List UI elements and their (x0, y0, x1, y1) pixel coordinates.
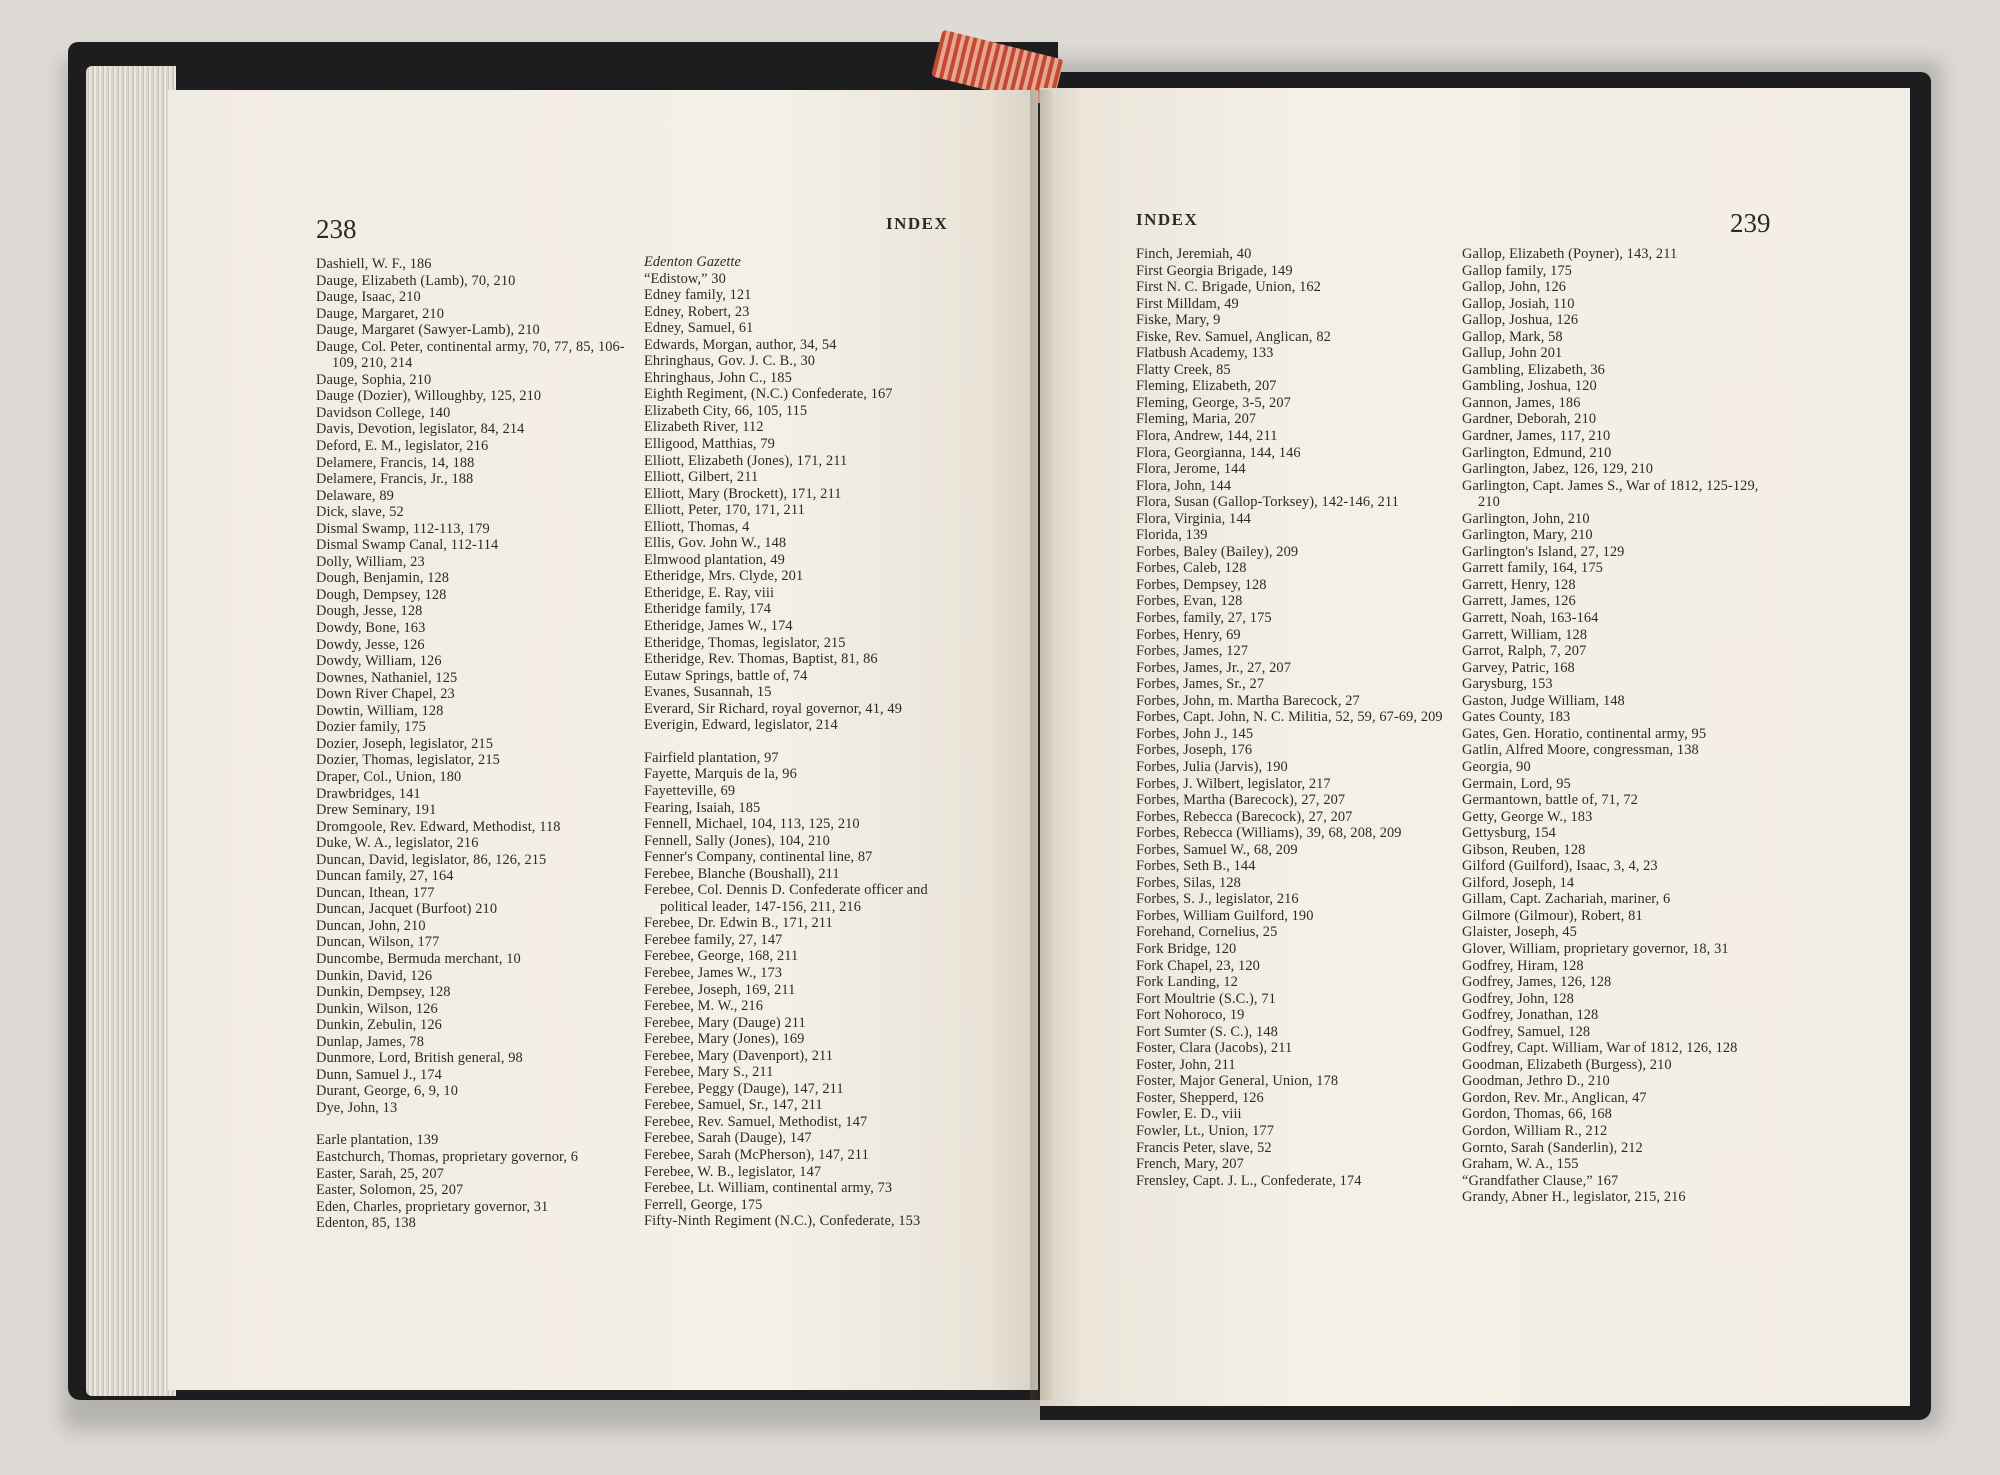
index-entry: Garrett, William, 128 (1462, 626, 1588, 643)
index-entry: Dowdy, William, 126 (316, 653, 442, 670)
index-entry: Fort Nohoroco, 19 (1136, 1007, 1245, 1024)
index-entry: Frensley, Capt. J. L., Confederate, 174 (1136, 1172, 1362, 1189)
index-entry: Ferebee, Col. Dennis D. Confederate officer and political leader, 147-156, 211, 216 (644, 882, 928, 915)
index-entry: Gardner, Deborah, 210 (1462, 411, 1597, 428)
section-gap (316, 1116, 634, 1132)
index-entry: Dauge, Sophia, 210 (316, 371, 432, 388)
index-entry: Fort Sumter (S. C.), 148 (1136, 1023, 1278, 1040)
index-entry: Garysburg, 153 (1462, 676, 1553, 693)
index-entry: Dauge, Elizabeth (Lamb), 70, 210 (316, 272, 516, 289)
index-entry: Dromgoole, Rev. Edward, Methodist, 118 (316, 818, 561, 835)
index-entry: Fork Landing, 12 (1136, 974, 1238, 991)
index-entry: Gallop, Mark, 58 (1462, 328, 1563, 345)
index-entry: Gallop, Josiah, 110 (1462, 295, 1575, 312)
index-entry: Ehringhaus, Gov. J. C. B., 30 (644, 353, 816, 370)
index-entry: Etheridge, James W., 174 (644, 618, 793, 635)
index-entry: “Edistow,” 30 (644, 270, 726, 287)
index-entry: Forbes, Martha (Barecock), 27, 207 (1136, 792, 1346, 809)
index-entry: French, Mary, 207 (1136, 1156, 1244, 1173)
index-entry: Gambling, Joshua, 120 (1462, 378, 1597, 395)
index-entry: Getty, George W., 183 (1462, 808, 1593, 825)
index-entry: Etheridge family, 174 (644, 601, 772, 618)
right-page (1040, 88, 1910, 1406)
page-edges (86, 66, 176, 1396)
index-entry: Flatty Creek, 85 (1136, 361, 1231, 378)
index-entry: Evanes, Susannah, 15 (644, 684, 772, 701)
index-entry: Goodman, Elizabeth (Burgess), 210 (1462, 1056, 1672, 1073)
index-entry: Elliott, Peter, 170, 171, 211 (644, 502, 805, 519)
index-entry: Dunlap, James, 78 (316, 1033, 425, 1050)
index-entry: Finch, Jeremiah, 40 (1136, 246, 1252, 262)
index-entry: Etheridge, Mrs. Clyde, 201 (644, 568, 804, 585)
index-entry: Ferebee, George, 168, 211 (644, 948, 799, 965)
index-entry: Durant, George, 6, 9, 10 (316, 1083, 459, 1100)
index-entry: Forbes, Dempsey, 128 (1136, 576, 1267, 593)
index-entry: Garvey, Patric, 168 (1462, 659, 1575, 676)
index-entry: Deford, E. M., legislator, 216 (316, 438, 489, 455)
index-column-left-2 (644, 254, 956, 1230)
index-entry: Ferebee, Mary (Jones), 169 (644, 1031, 805, 1048)
index-entry: Gallop, Joshua, 126 (1462, 312, 1579, 329)
index-entry: Drew Seminary, 191 (316, 802, 437, 819)
index-entry: Florida, 139 (1136, 527, 1208, 544)
index-entry: Ferebee family, 27, 147 (644, 931, 783, 948)
index-entry: Everard, Sir Richard, royal governor, 41, 49 (644, 700, 902, 717)
index-entry: Forbes, James, Jr., 27, 207 (1136, 659, 1291, 676)
index-entry: Forbes, Samuel W., 68, 209 (1136, 841, 1298, 858)
index-entry: Ferebee, Mary (Dauge) 211 (644, 1014, 806, 1031)
index-entry: Dowdy, Bone, 163 (316, 620, 426, 637)
index-entry: Dismal Swamp, 112-113, 179 (316, 520, 490, 537)
index-entry: Ferebee, Dr. Edwin B., 171, 211 (644, 915, 833, 932)
index-entry: Elligood, Matthias, 79 (644, 436, 775, 453)
index-entry: Gillam, Capt. Zachariah, mariner, 6 (1462, 891, 1671, 908)
index-entry: Forbes, James, 127 (1136, 643, 1249, 660)
index-entry: Gallop family, 175 (1462, 262, 1572, 279)
index-entry: Fairfield plantation, 97 (644, 749, 779, 766)
index-entry: Ferebee, Rev. Samuel, Methodist, 147 (644, 1113, 868, 1130)
index-entry: Forbes, Evan, 128 (1136, 593, 1243, 610)
index-entry: Forbes, Henry, 69 (1136, 626, 1241, 643)
index-entry: Down River Chapel, 23 (316, 686, 455, 703)
index-entry: Fifty-Ninth Regiment (N.C.), Confederate, 153 (644, 1213, 921, 1230)
index-entry: Ferebee, James W., 173 (644, 964, 783, 981)
index-entry: Goodman, Jethro D., 210 (1462, 1073, 1610, 1090)
index-entry: Eden, Charles, proprietary governor, 31 (316, 1198, 549, 1215)
index-entry: Forbes, Baley (Bailey), 209 (1136, 543, 1299, 560)
index-entry: Georgia, 90 (1462, 758, 1531, 775)
index-entry: Flora, Andrew, 144, 211 (1136, 428, 1278, 445)
index-entry: Etheridge, Thomas, legislator, 215 (644, 634, 846, 651)
index-entry: Elliott, Elizabeth (Jones), 171, 211 (644, 452, 848, 469)
index-entry: Fowler, Lt., Union, 177 (1136, 1122, 1275, 1139)
index-entry: Forbes, Rebecca (Barecock), 27, 207 (1136, 808, 1353, 825)
index-entry: Fearing, Isaiah, 185 (644, 799, 761, 816)
index-entry: Ferebee, Joseph, 169, 211 (644, 981, 796, 998)
index-entry: Fayetteville, 69 (644, 782, 736, 799)
index-entry: Gallop, John, 126 (1462, 279, 1567, 296)
index-entry: Dauge, Col. Peter, continental army, 70, 77, 85, 106-109, 210, 214 (316, 338, 625, 372)
index-entry: Flora, John, 144 (1136, 477, 1232, 494)
index-entry: Dunkin, Zebulin, 126 (316, 1017, 442, 1034)
index-entry: Fowler, E. D., viii (1136, 1106, 1242, 1123)
index-entry: Gilford, Joseph, 14 (1462, 874, 1575, 891)
index-entry: Forbes, J. Wilbert, legislator, 217 (1136, 775, 1331, 792)
index-entry: Duncombe, Bermuda merchant, 10 (316, 950, 521, 967)
index-entry: Forbes, Capt. John, N. C. Militia, 52, 59, 67-69, 209 (1136, 709, 1443, 726)
index-entry: Dowtin, William, 128 (316, 702, 444, 719)
index-entry: Dozier family, 175 (316, 719, 426, 736)
index-entry: Francis Peter, slave, 52 (1136, 1139, 1272, 1156)
index-entry: Dough, Dempsey, 128 (316, 586, 447, 603)
index-entry: Gordon, Thomas, 66, 168 (1462, 1106, 1612, 1123)
index-entry: Garrett, Noah, 163-164 (1462, 610, 1599, 627)
index-entry: Duncan, John, 210 (316, 917, 426, 934)
index-entry: Foster, John, 211 (1136, 1056, 1236, 1073)
index-entry: Foster, Major General, Union, 178 (1136, 1073, 1339, 1090)
index-entry: Garlington, Capt. James S., War of 1812, 125-129, 210 (1462, 477, 1759, 511)
index-entry: Dunkin, Dempsey, 128 (316, 984, 451, 1001)
index-entry: Fleming, Elizabeth, 207 (1136, 378, 1277, 395)
index-entry: Godfrey, Hiram, 128 (1462, 957, 1584, 974)
index-entry: Glaister, Joseph, 45 (1462, 924, 1577, 941)
index-entry: Forbes, Julia (Jarvis), 190 (1136, 758, 1288, 775)
index-entry: Dunkin, David, 126 (316, 967, 433, 984)
index-entry: Gordon, Rev. Mr., Anglican, 47 (1462, 1089, 1647, 1106)
index-entry: Flora, Virginia, 144 (1136, 510, 1251, 527)
index-entry: Forbes, James, Sr., 27 (1136, 676, 1265, 693)
gutter-shadow (1030, 90, 1052, 1400)
index-entry: Duncan, Ithean, 177 (316, 884, 435, 901)
index-entry: Gallup, John 201 (1462, 345, 1563, 362)
index-entry: Ferebee, Mary S., 211 (644, 1064, 774, 1081)
index-entry: Etheridge, E. Ray, viii (644, 584, 775, 601)
index-entry: Duke, W. A., legislator, 216 (316, 835, 479, 852)
index-entry: Gordon, William R., 212 (1462, 1122, 1608, 1139)
index-entry: Fiske, Mary, 9 (1136, 312, 1221, 329)
index-entry: Garlington, John, 210 (1462, 510, 1590, 527)
index-entry: Garlington, Mary, 210 (1462, 527, 1593, 544)
index-entry: Dauge, Isaac, 210 (316, 289, 421, 306)
index-entry: Forbes, Silas, 128 (1136, 874, 1241, 891)
index-entry: Glover, William, proprietary governor, 18, 31 (1462, 940, 1729, 957)
index-entry: Elizabeth City, 66, 105, 115 (644, 402, 808, 419)
index-entry: First Milldam, 49 (1136, 295, 1239, 312)
index-entry: Ferrell, George, 175 (644, 1196, 763, 1213)
index-entry: Edenton, 85, 138 (316, 1215, 416, 1232)
index-entry: Gardner, James, 117, 210 (1462, 428, 1611, 445)
index-column-right-2 (1462, 246, 1774, 1206)
index-entry: Ferebee, Mary (Davenport), 211 (644, 1047, 834, 1064)
index-entry: Easter, Sarah, 25, 207 (316, 1165, 444, 1182)
index-entry: Dauge, Margaret, 210 (316, 305, 445, 322)
index-entry: Fayette, Marquis de la, 96 (644, 766, 797, 783)
index-entry: Ferebee, Sarah (McPherson), 147, 211 (644, 1146, 869, 1163)
index-entry: Godfrey, Samuel, 128 (1462, 1023, 1591, 1040)
index-entry: Fork Bridge, 120 (1136, 940, 1237, 957)
index-entry: Godfrey, James, 126, 128 (1462, 974, 1612, 991)
index-entry: Dowdy, Jesse, 126 (316, 636, 425, 653)
index-entry: Delamere, Francis, 14, 188 (316, 454, 475, 471)
index-entry: Duncan, David, legislator, 86, 126, 215 (316, 851, 547, 868)
index-entry: Easter, Solomon, 25, 207 (316, 1182, 464, 1199)
index-entry: Eastchurch, Thomas, proprietary governor, 6 (316, 1148, 579, 1165)
index-entry: Edney, Samuel, 61 (644, 320, 754, 337)
index-entry: Gettysburg, 154 (1462, 825, 1556, 842)
index-entry: Fenner's Company, continental line, 87 (644, 849, 873, 866)
index-entry: Dozier, Thomas, legislator, 215 (316, 752, 500, 769)
left-page (168, 90, 1038, 1390)
index-entry: Gannon, James, 186 (1462, 394, 1581, 411)
index-entry: Germantown, battle of, 71, 72 (1462, 792, 1638, 809)
page-number-right: 239 (1730, 208, 1771, 238)
index-entry: Garrett, James, 126 (1462, 593, 1576, 610)
index-entry: Gatlin, Alfred Moore, congressman, 138 (1462, 742, 1699, 759)
index-entry: Forbes, S. J., legislator, 216 (1136, 891, 1299, 908)
index-column-right-1 (1136, 246, 1452, 1189)
index-entry: Everigin, Edward, legislator, 214 (644, 717, 838, 734)
index-entry: Godfrey, John, 128 (1462, 990, 1574, 1007)
index-entry: Etheridge, Rev. Thomas, Baptist, 81, 86 (644, 651, 878, 668)
index-entry: Garrett, Henry, 128 (1462, 576, 1576, 593)
index-entry: Gallop, Elizabeth (Poyner), 143, 211 (1462, 246, 1678, 262)
index-entry: Dick, slave, 52 (316, 504, 404, 521)
index-entry: Edney family, 121 (644, 287, 752, 304)
index-column-left-1 (316, 256, 634, 1232)
index-entry: Forbes, Seth B., 144 (1136, 858, 1256, 875)
index-entry: Gates, Gen. Horatio, continental army, 95 (1462, 725, 1707, 742)
index-entry: Foster, Shepperd, 126 (1136, 1089, 1264, 1106)
index-entry: Garlington, Edmund, 210 (1462, 444, 1612, 461)
index-entry: Forbes, John, m. Martha Barecock, 27 (1136, 692, 1360, 709)
index-entry: Gibson, Reuben, 128 (1462, 841, 1586, 858)
index-entry: Fort Moultrie (S.C.), 71 (1136, 990, 1276, 1007)
index-entry: Elizabeth River, 112 (644, 419, 764, 436)
index-entry: Davidson College, 140 (316, 404, 451, 421)
index-entry: Fleming, Maria, 207 (1136, 411, 1257, 428)
index-entry: Garlington, Jabez, 126, 129, 210 (1462, 461, 1654, 478)
index-entry: Dismal Swamp Canal, 112-114 (316, 537, 499, 554)
index-entry: Ellis, Gov. John W., 148 (644, 535, 787, 552)
index-entry: Forbes, William Guilford, 190 (1136, 907, 1314, 924)
index-entry: Dashiell, W. F., 186 (316, 256, 432, 272)
index-entry: Flatbush Academy, 133 (1136, 345, 1274, 362)
index-entry: Forbes, Joseph, 176 (1136, 742, 1253, 759)
index-entry: Edwards, Morgan, author, 34, 54 (644, 336, 837, 353)
index-entry: Edney, Robert, 23 (644, 303, 750, 320)
index-entry: Fork Chapel, 23, 120 (1136, 957, 1260, 974)
index-entry: Duncan, Jacquet (Burfoot) 210 (316, 901, 498, 918)
index-entry: Dolly, William, 23 (316, 553, 425, 570)
running-header-left: INDEX (886, 214, 949, 233)
index-entry: Garlington's Island, 27, 129 (1462, 543, 1625, 560)
index-entry: Dunmore, Lord, British general, 98 (316, 1050, 523, 1067)
index-entry: Flora, Georgianna, 144, 146 (1136, 444, 1301, 461)
index-entry: Delaware, 89 (316, 487, 394, 504)
index-entry: Flora, Jerome, 144 (1136, 461, 1246, 478)
index-entry: Dauge (Dozier), Willoughby, 125, 210 (316, 388, 542, 405)
index-entry: Gornto, Sarah (Sanderlin), 212 (1462, 1139, 1643, 1156)
index-entry: Garrett family, 164, 175 (1462, 560, 1603, 577)
index-entry: Earle plantation, 139 (316, 1132, 439, 1149)
index-entry: Forehand, Cornelius, 25 (1136, 924, 1278, 941)
index-entry: Fennell, Michael, 104, 113, 125, 210 (644, 816, 860, 833)
index-entry: Elliott, Mary (Brockett), 171, 211 (644, 485, 842, 502)
index-entry: Gates County, 183 (1462, 709, 1571, 726)
index-entry: Ferebee, Lt. William, continental army, 73 (644, 1180, 893, 1197)
index-entry: Godfrey, Jonathan, 128 (1462, 1007, 1599, 1024)
index-entry: Gaston, Judge William, 148 (1462, 692, 1625, 709)
index-entry: Draper, Col., Union, 180 (316, 768, 462, 785)
index-entry: Ehringhaus, John C., 185 (644, 369, 792, 386)
index-entry: Ferebee, M. W., 216 (644, 998, 764, 1015)
index-entry: Duncan, Wilson, 177 (316, 934, 440, 951)
index-entry: Dauge, Margaret (Sawyer-Lamb), 210 (316, 322, 540, 339)
index-entry: Fiske, Rev. Samuel, Anglican, 82 (1136, 328, 1331, 345)
index-entry: Eighth Regiment, (N.C.) Confederate, 167 (644, 386, 893, 403)
index-entry: Ferebee, Samuel, Sr., 147, 211 (644, 1097, 823, 1114)
index-entry: Ferebee, W. B., legislator, 147 (644, 1163, 822, 1180)
index-entry: Dough, Benjamin, 128 (316, 570, 450, 587)
page-number-left: 238 (316, 214, 357, 244)
index-entry: Davis, Devotion, legislator, 84, 214 (316, 421, 525, 438)
index-entry: Dunn, Samuel J., 174 (316, 1066, 442, 1083)
index-entry: Grandy, Abner H., legislator, 215, 216 (1462, 1189, 1686, 1206)
index-entry: Foster, Clara (Jacobs), 211 (1136, 1040, 1293, 1057)
index-entry: “Grandfather Clause,” 167 (1462, 1172, 1619, 1189)
index-entry: Dozier, Joseph, legislator, 215 (316, 735, 493, 752)
index-entry: Ferebee, Peggy (Dauge), 147, 211 (644, 1080, 844, 1097)
index-entry: Forbes, John J., 145 (1136, 725, 1254, 742)
index-entry: Delamere, Francis, Jr., 188 (316, 471, 474, 488)
index-entry: Gilford (Guilford), Isaac, 3, 4, 23 (1462, 858, 1658, 875)
running-header-right: INDEX (1136, 210, 1199, 229)
index-entry: Fleming, George, 3-5, 207 (1136, 394, 1291, 411)
index-entry: Downes, Nathaniel, 125 (316, 669, 458, 686)
index-entry: Forbes, Caleb, 128 (1136, 560, 1247, 577)
index-entry: Graham, W. A., 155 (1462, 1156, 1579, 1173)
index-entry: Eutaw Springs, battle of, 74 (644, 667, 808, 684)
index-entry: Elliott, Thomas, 4 (644, 518, 750, 535)
index-entry: Elliott, Gilbert, 211 (644, 469, 759, 486)
index-entry: First Georgia Brigade, 149 (1136, 262, 1293, 279)
index-entry: Duncan family, 27, 164 (316, 868, 454, 885)
section-gap (644, 734, 956, 750)
index-entry: Drawbridges, 141 (316, 785, 421, 802)
index-entry: Garrot, Ralph, 7, 207 (1462, 643, 1587, 660)
index-entry: Germain, Lord, 95 (1462, 775, 1571, 792)
index-entry: Forbes, family, 27, 175 (1136, 610, 1272, 627)
index-entry: Dunkin, Wilson, 126 (316, 1000, 438, 1017)
index-entry: Dye, John, 13 (316, 1099, 398, 1116)
index-entry: Gambling, Elizabeth, 36 (1462, 361, 1605, 378)
index-entry: Elmwood plantation, 49 (644, 551, 785, 568)
index-entry: Forbes, Rebecca (Williams), 39, 68, 208, 209 (1136, 825, 1402, 842)
index-entry: Gilmore (Gilmour), Robert, 81 (1462, 907, 1643, 924)
index-entry: Edenton Gazette (644, 254, 742, 270)
index-entry: Ferebee, Blanche (Boushall), 211 (644, 865, 840, 882)
index-entry: Fennell, Sally (Jones), 104, 210 (644, 832, 830, 849)
index-entry: Godfrey, Capt. William, War of 1812, 126, 128 (1462, 1040, 1738, 1057)
index-entry: Dough, Jesse, 128 (316, 603, 423, 620)
index-entry: Ferebee, Sarah (Dauge), 147 (644, 1130, 812, 1147)
index-entry: First N. C. Brigade, Union, 162 (1136, 279, 1321, 296)
index-entry: Flora, Susan (Gallop-Torksey), 142-146, 211 (1136, 494, 1399, 511)
